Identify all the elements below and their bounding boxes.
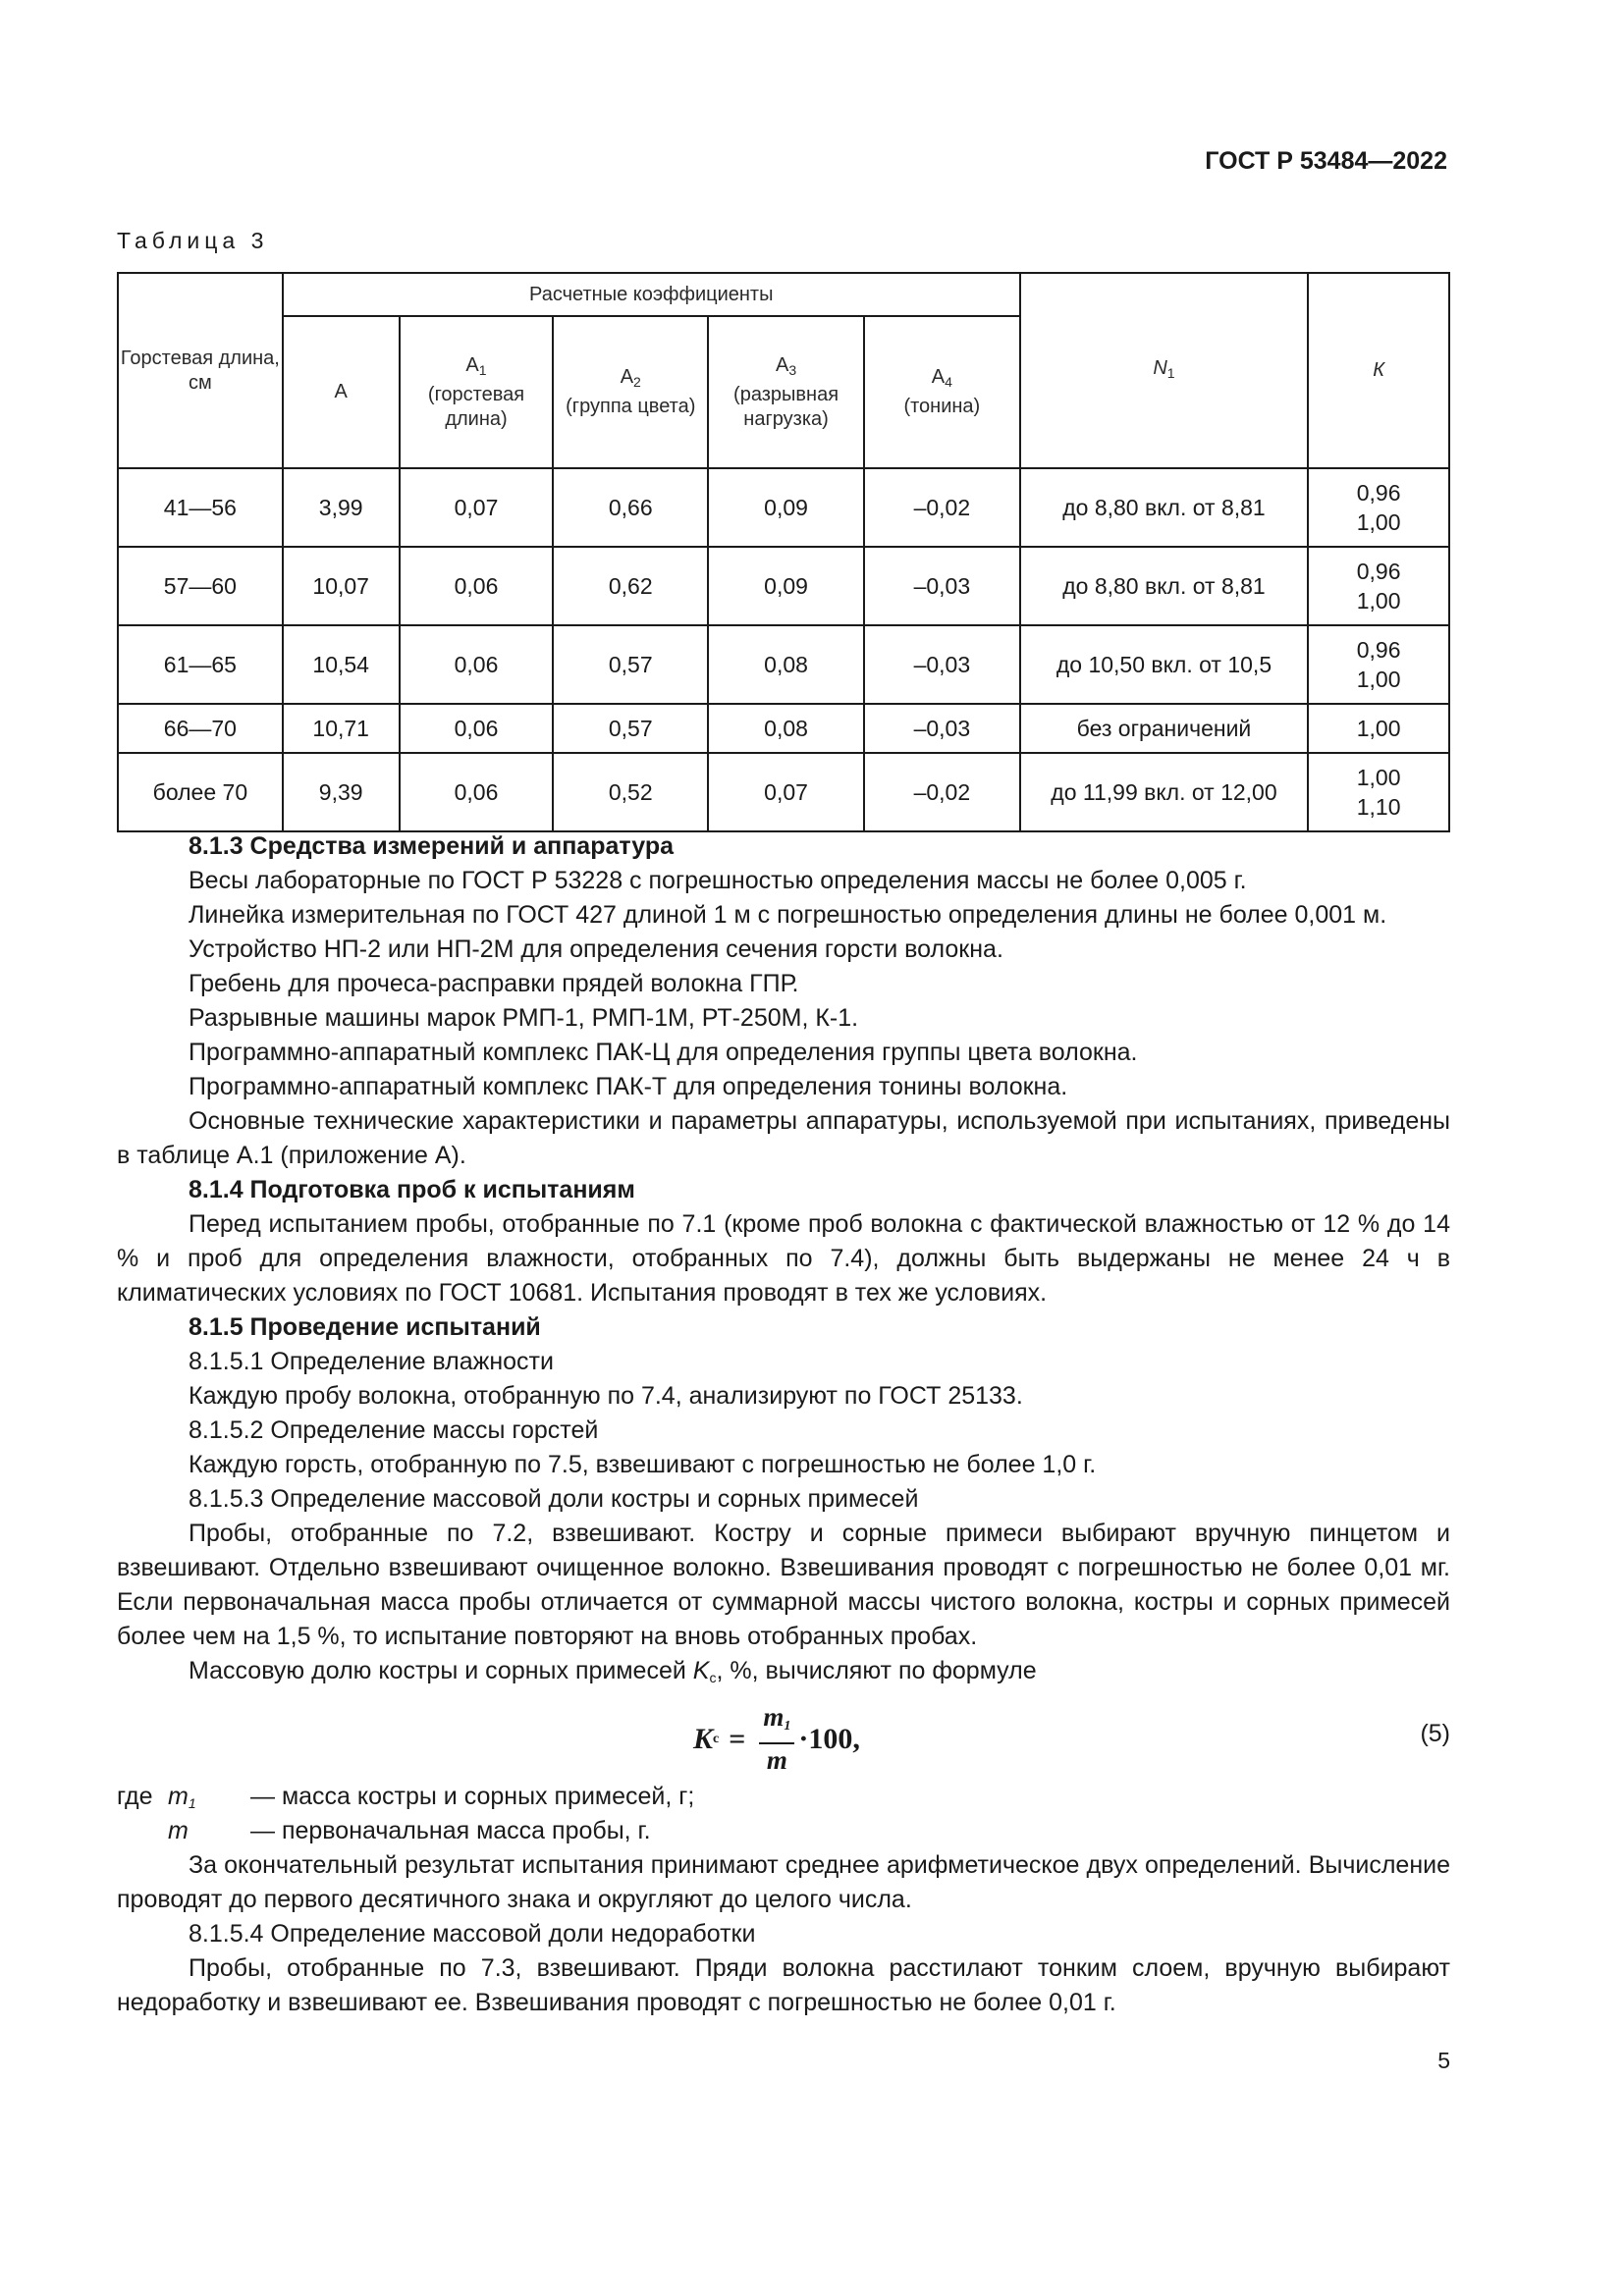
document-code: ГОСТ Р 53484—2022 <box>1205 147 1447 175</box>
cell-a3: 0,09 <box>708 468 864 547</box>
paragraph: Каждую пробу волокна, отобранную по 7.4, анализируют по ГОСТ 25133. <box>189 1382 1023 1410</box>
cell-a: 3,99 <box>283 468 400 547</box>
section-heading: 8.1.3 Средства измерений и аппаратура <box>189 832 674 860</box>
cell-a1: 0,06 <box>400 625 554 704</box>
cell-a: 10,07 <box>283 547 400 625</box>
paragraph: Весы лабораторные по ГОСТ Р 53228 с погрешностью определения массы не более 0,005 г. <box>189 867 1247 894</box>
header-k: К <box>1308 273 1449 468</box>
header-a1: $А_1$ (горстевая длина) <box>400 316 554 468</box>
cell-a2: 0,62 <box>553 547 708 625</box>
cell-a4: –0,02 <box>864 753 1020 831</box>
formula-fraction: $\frac{m_1}{m}$ <box>759 1701 794 1776</box>
paragraph: Программно-аппаратный комплекс ПАК-Т для определения тонины волокна. <box>189 1073 1068 1100</box>
header-a3: $А_3$ (разрывная нагрузка) <box>708 316 864 468</box>
table-row <box>118 625 1449 704</box>
table-row <box>118 468 1449 547</box>
header-n1: $N_1$ <box>1020 273 1309 468</box>
paragraph: Линейка измерительная по ГОСТ 427 длиной 1 м с погрешностью определения длины не более 0,001 м. <box>189 901 1387 929</box>
paragraph: Основные технические характеристики и параметры аппаратуры, используемой при испытаниях, приведены в таблице А.1 (приложение А). <box>117 1107 1450 1169</box>
cell-a1: 0,06 <box>400 547 554 625</box>
subsection-heading: 8.1.5.2 Определение массы горстей <box>189 1416 599 1444</box>
cell-n1: до 8,80 вкл. от 8,81 <box>1020 468 1309 547</box>
cell-length: 61—65 <box>118 625 283 704</box>
formula-5 <box>117 1695 1450 1780</box>
cell-a2: 0,66 <box>553 468 708 547</box>
paragraph: Пробы, отобранные по 7.3, взвешивают. Пряди волокна расстилают тонким слоем, вручную выбирают недоработку и взвешивают ее. Взвешивания проводят с погрешностью не более 0,01 г. <box>117 1954 1450 2016</box>
cell-a1: 0,06 <box>400 704 554 753</box>
cell-a4: –0,03 <box>864 547 1020 625</box>
cell-a1: 0,06 <box>400 753 554 831</box>
table-row <box>118 704 1449 753</box>
formula-number: (5) <box>1420 1720 1450 1747</box>
cell-a: 10,71 <box>283 704 400 753</box>
cell-n1: до 11,99 вкл. от 12,00 <box>1020 753 1309 831</box>
page-number: 5 <box>1437 2048 1450 2073</box>
legend-item: m — первоначальная масса пробы, г. <box>168 1817 651 1844</box>
section-heading: 8.1.4 Подготовка проб к испытаниям <box>189 1176 635 1203</box>
table-row <box>118 547 1449 625</box>
cell-a4: –0,02 <box>864 468 1020 547</box>
cell-a1: 0,07 <box>400 468 554 547</box>
header-group: Расчетные коэффициенты <box>283 273 1020 316</box>
cell-a: 9,39 <box>283 753 400 831</box>
cell-a3: 0,07 <box>708 753 864 831</box>
paragraph: Программно-аппаратный комплекс ПАК-Ц для определения группы цвета волокна. <box>189 1039 1138 1066</box>
legend-item: где $m_1$ — масса костры и сорных примесей, г; <box>117 1783 695 1811</box>
paragraph: Каждую горсть, отобранную по 7.5, взвешивают с погрешностью не более 1,0 г. <box>189 1451 1097 1478</box>
cell-length: более 70 <box>118 753 283 831</box>
table-row <box>118 753 1449 831</box>
paragraph: Гребень для прочеса-расправки прядей волокна ГПР. <box>189 970 799 997</box>
cell-k: 1,00 <box>1308 704 1449 753</box>
coefficients-table <box>117 272 1450 832</box>
cell-a: 10,54 <box>283 625 400 704</box>
cell-k: 0,96 1,00 <box>1308 625 1449 704</box>
paragraph: Устройство НП-2 или НП-2М для определения сечения горсти волокна. <box>189 935 1003 963</box>
subsection-heading: 8.1.5.4 Определение массовой доли недоработки <box>189 1920 756 1948</box>
cell-n1: до 8,80 вкл. от 8,81 <box>1020 547 1309 625</box>
cell-n1: без ограничений <box>1020 704 1309 753</box>
body-text <box>117 829 1450 2020</box>
subsection-heading: 8.1.5.3 Определение массовой доли костры и сорных примесей <box>189 1485 919 1513</box>
cell-a3: 0,09 <box>708 547 864 625</box>
cell-a2: 0,52 <box>553 753 708 831</box>
cell-k: 1,00 1,10 <box>1308 753 1449 831</box>
cell-length: 66—70 <box>118 704 283 753</box>
cell-n1: до 10,50 вкл. от 10,5 <box>1020 625 1309 704</box>
cell-a3: 0,08 <box>708 704 864 753</box>
header-a4: $А_4$ (тонина) <box>864 316 1020 468</box>
cell-a4: –0,03 <box>864 625 1020 704</box>
paragraph: За окончательный результат испытания принимают среднее арифметическое двух определений. Вычисление проводят до первого десятичного знака и округляют до целого числа. <box>117 1851 1450 1913</box>
header-length: Горстевая длина, см <box>118 273 283 468</box>
paragraph: Перед испытанием пробы, отобранные по 7.1 (кроме проб волокна с фактической влажностью от 12 % до 14 % и проб для определения влажности, отобранных по 7.4), должны быть выдержаны не менее 24 ч в климатических условиях по ГОСТ 10681. Испытания проводят в тех же условиях. <box>117 1210 1450 1307</box>
cell-a4: –0,03 <box>864 704 1020 753</box>
formula-legend <box>117 1780 1450 1848</box>
paragraph: Пробы, отобранные по 7.2, взвешивают. Костру и сорные примеси выбирают вручную пинцетом и взвешивают. Отдельно взвешивают очищенное волокно. Взвешивания проводят с погрешностью не более 0,01 мг. Если первоначальная масса пробы отличается от суммарной массы чистого волокна, костры и сорных примесей более чем на 1,5 %, то испытание повторяют на вновь отобранных пробах. <box>117 1520 1450 1650</box>
cell-a2: 0,57 <box>553 625 708 704</box>
header-a: А <box>283 316 400 468</box>
table-caption: Таблица 3 <box>117 228 269 253</box>
cell-length: 41—56 <box>118 468 283 547</box>
cell-a3: 0,08 <box>708 625 864 704</box>
cell-k: 0,96 1,00 <box>1308 468 1449 547</box>
subsection-heading: 8.1.5.1 Определение влажности <box>189 1348 554 1375</box>
paragraph: Массовую долю костры и сорных примесей $K_c$, %, вычисляют по формуле <box>189 1657 1037 1685</box>
cell-k: 0,96 1,00 <box>1308 547 1449 625</box>
cell-a2: 0,57 <box>553 704 708 753</box>
cell-length: 57—60 <box>118 547 283 625</box>
formula-expression: K c = $\frac{m_1}{m}$ ·100, <box>693 1702 860 1775</box>
section-heading: 8.1.5 Проведение испытаний <box>189 1313 541 1341</box>
paragraph: Разрывные машины марок РМП-1, РМП-1М, РТ-250М, К-1. <box>189 1004 859 1032</box>
header-a2: $А_2$ (группа цвета) <box>553 316 708 468</box>
